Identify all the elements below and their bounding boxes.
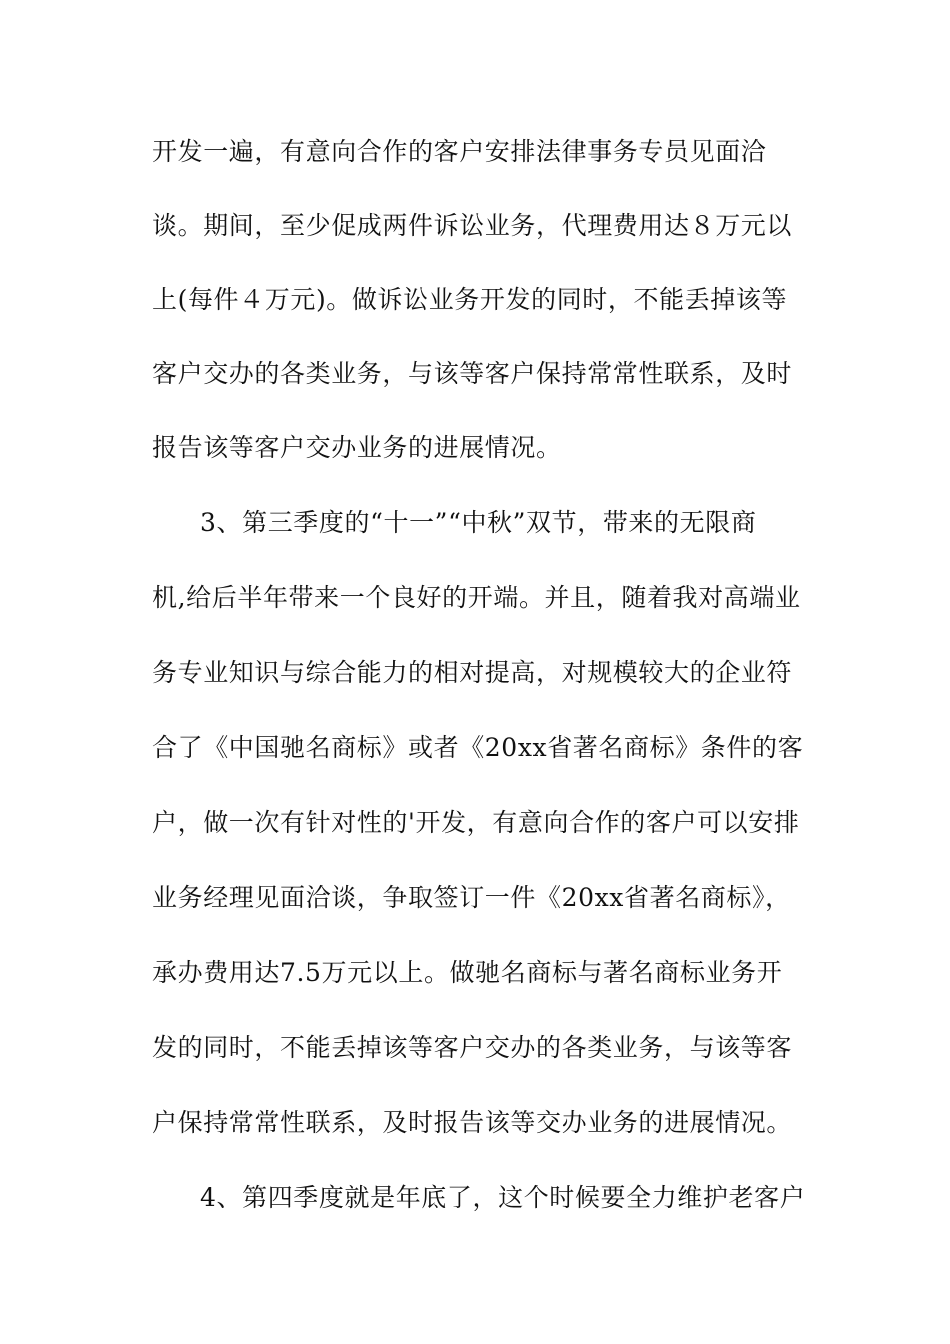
text-line-13: 发的同时，不能丢掉该等客户交办的各类业务，与该等客 [152, 1033, 793, 1062]
paragraph-3-first-line: 3、第三季度的“十一”“中秋”双节，带来的无限商 [200, 508, 757, 537]
text-line-5: 报告该等客户交办业务的进展情况。 [152, 433, 562, 462]
paragraph-4-first-line: 4、第四季度就是年底了，这个时候要全力维护老客户 [200, 1183, 806, 1212]
text-line-10: 户，做一次有针对性的'开发，有意向合作的客户可以安排 [152, 808, 800, 837]
text-line-1: 开发一遍，有意向合作的客户安排法律事务专员见面洽 [152, 137, 767, 166]
text-line-8: 务专业知识与综合能力的相对提高，对规模较大的企业符 [152, 658, 793, 687]
text-line-14: 户保持常常性联系，及时报告该等交办业务的进展情况。 [152, 1108, 793, 1137]
text-line-4: 客户交办的各类业务，与该等客户保持常常性联系，及时 [152, 359, 793, 388]
text-line-9: 合了《中国驰名商标》或者《20xx省著名商标》条件的客 [152, 733, 804, 762]
text-line-12: 承办费用达7.5万元以上。做驰名商标与著名商标业务开 [152, 958, 783, 987]
text-line-3: 上(每件４万元)。做诉讼业务开发的同时，不能丢掉该等 [152, 285, 788, 314]
text-line-7: 机,给后半年带来一个良好的开端。并且，随着我对高端业 [152, 583, 801, 612]
text-line-11: 业务经理见面洽谈，争取签订一件《20xx省著名商标》， [152, 883, 791, 912]
text-line-2: 谈。期间，至少促成两件诉讼业务，代理费用达８万元以 [152, 211, 793, 240]
